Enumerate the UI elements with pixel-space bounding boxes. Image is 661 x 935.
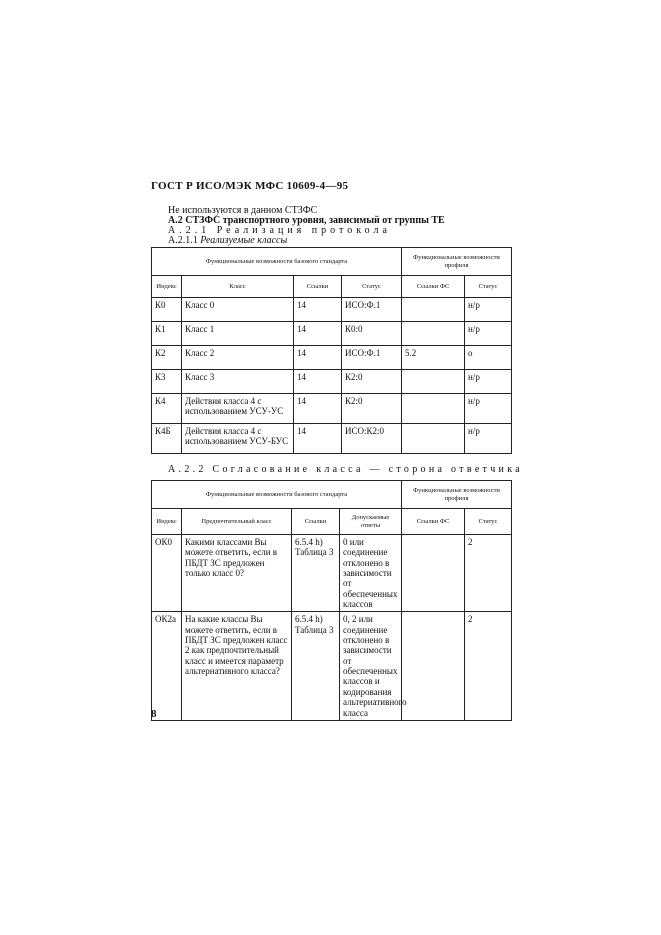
- row-index: К3: [152, 370, 182, 394]
- table2-col-ref: Ссылки: [292, 509, 340, 535]
- row-fs-status: о: [465, 346, 512, 370]
- row-fs-status: 2: [465, 535, 512, 612]
- row-fs-ref: [402, 612, 465, 720]
- row-class: Действия класса 4 с использованием УСУ-БУС: [182, 424, 294, 454]
- row-ref: 14: [294, 322, 342, 346]
- row-fs-ref: [402, 424, 465, 454]
- row-fs-ref: [402, 298, 465, 322]
- table1-group-header-profile: Функциональные возможности профиля: [402, 248, 512, 276]
- implemented-classes-table: [151, 247, 512, 454]
- row-status: К0:0: [342, 322, 402, 346]
- row-fs-status: н/р: [465, 394, 512, 424]
- table-row: [152, 298, 512, 322]
- table1-col-index: Индекс: [152, 276, 182, 298]
- row-index: К4Б: [152, 424, 182, 454]
- row-class: Класс 3: [182, 370, 294, 394]
- row-fs-ref: 5.2: [402, 346, 465, 370]
- table-row: [152, 612, 512, 720]
- row-question: Какими классами Вы можете ответить, если в ПБДТ ЗС предложен только класс 0?: [182, 535, 292, 612]
- table1-col-ref: Ссылки: [294, 276, 342, 298]
- table1-col-status: Статус: [342, 276, 402, 298]
- section-a21-title: А.2.1 Реализация протокола: [168, 225, 391, 236]
- intro-note: Не используются в данном СТЗФС: [168, 205, 318, 216]
- row-ref: 6.5.4 h) Таблица 3: [292, 612, 340, 720]
- row-status: ИСО:Ф.1: [342, 346, 402, 370]
- table2-col-index: Индекс: [152, 509, 182, 535]
- row-status: ИСО:Ф.1: [342, 298, 402, 322]
- row-index: ОК0: [152, 535, 182, 612]
- table2-group-header-profile: Функциональные возможности профиля: [402, 481, 512, 509]
- table-row: [152, 394, 512, 424]
- section-a2-title: А.2 СТЗФС транспортного уровня, зависимый от группы ТЕ: [168, 215, 445, 226]
- row-ref: 14: [294, 298, 342, 322]
- table2-col-fs-status: Статус: [465, 509, 512, 535]
- row-index: ОК2а: [152, 612, 182, 720]
- class-negotiation-table: [151, 480, 512, 721]
- row-status: К2:0: [342, 394, 402, 424]
- row-answers: 0, 2 или соединение отклонено в зависимости от обеспеченных классов и кодирования альтернативного класса: [340, 612, 402, 720]
- table-row: [152, 370, 512, 394]
- document-header: ГОСТ Р ИСО/МЭК МФС 10609-4—95: [151, 180, 349, 192]
- row-question: На какие классы Вы можете ответить, если в ПБДТ ЗС предложен класс 2 как предпочтительный класс и имеется параметр альтернативного класса?: [182, 612, 292, 720]
- section-a22-title: А.2.2 Согласование класса — сторона ответчика: [168, 464, 523, 475]
- table2-col-fs-ref: Ссылки ФС: [402, 509, 465, 535]
- row-index: К4: [152, 394, 182, 424]
- row-fs-status: н/р: [465, 322, 512, 346]
- row-status: ИСО:К2:0: [342, 424, 402, 454]
- table-row: [152, 424, 512, 454]
- row-fs-ref: [402, 370, 465, 394]
- table-row: [152, 346, 512, 370]
- table1-group-header-base: Функциональные возможности базового стандарта: [152, 248, 402, 276]
- row-fs-status: 2: [465, 612, 512, 720]
- row-class: Действия класса 4 с использованием УСУ-УС: [182, 394, 294, 424]
- row-ref: 14: [294, 424, 342, 454]
- table1-col-class: Класс: [182, 276, 294, 298]
- row-answers: 0 или соединение отклонено в зависимости от обеспеченных классов: [340, 535, 402, 612]
- table-row: [152, 535, 512, 612]
- table1-col-fs-status: Статус: [465, 276, 512, 298]
- row-ref: 6.5.4 h) Таблица 3: [292, 535, 340, 612]
- row-fs-ref: [402, 535, 465, 612]
- section-a211-caption: Реализуемые классы: [200, 235, 288, 246]
- table2-col-preferred-class: Предпочтительный класс: [182, 509, 292, 535]
- section-a211-number: А.2.1.1: [168, 235, 198, 246]
- table2-group-header-base: Функциональные возможности базового стандарта: [152, 481, 402, 509]
- row-ref: 14: [294, 394, 342, 424]
- row-ref: 14: [294, 370, 342, 394]
- row-class: Класс 0: [182, 298, 294, 322]
- row-fs-status: н/р: [465, 424, 512, 454]
- table1-col-fs-ref: Ссылки ФС: [402, 276, 465, 298]
- row-class: Класс 1: [182, 322, 294, 346]
- page-number: 8: [151, 708, 157, 720]
- row-index: К2: [152, 346, 182, 370]
- row-index: К1: [152, 322, 182, 346]
- row-class: Класс 2: [182, 346, 294, 370]
- row-fs-status: н/р: [465, 370, 512, 394]
- row-index: К0: [152, 298, 182, 322]
- row-fs-ref: [402, 394, 465, 424]
- section-a211-title: [168, 235, 287, 246]
- table2-col-answers: Допускаемые ответы: [340, 509, 402, 535]
- row-fs-status: н/р: [465, 298, 512, 322]
- row-ref: 14: [294, 346, 342, 370]
- row-fs-ref: [402, 322, 465, 346]
- row-status: К2:0: [342, 370, 402, 394]
- table-row: [152, 322, 512, 346]
